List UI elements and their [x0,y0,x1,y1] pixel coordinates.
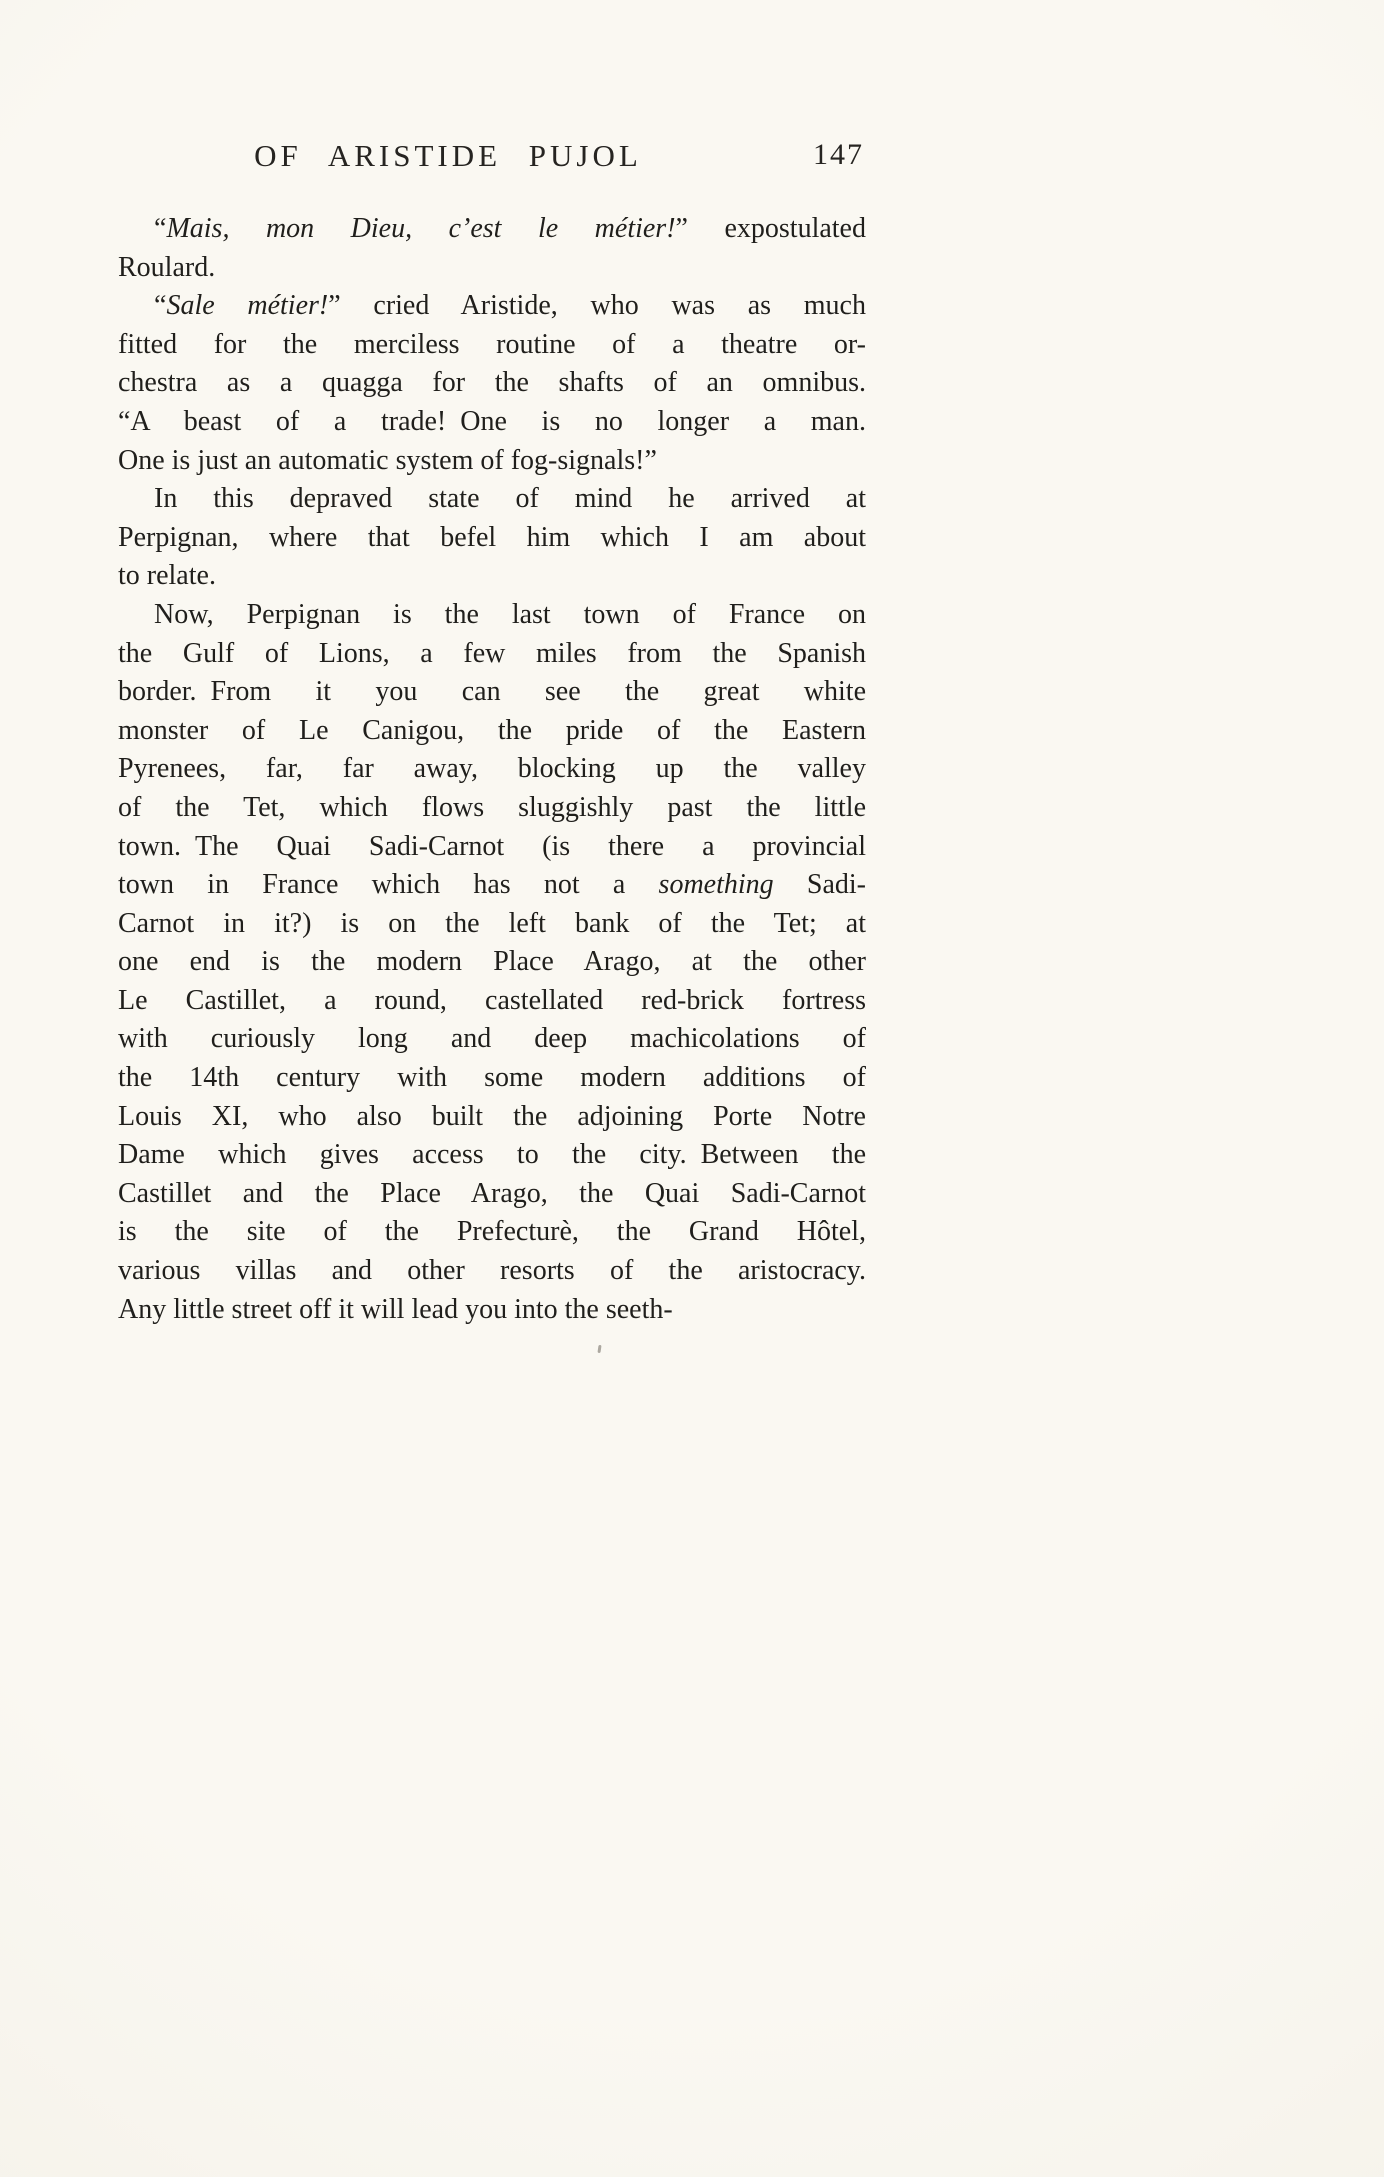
running-title: OF ARISTIDE PUJOL [254,138,642,173]
text-run: is the site of the Prefecturè, the Grand Hôtel, [118,1216,866,1248]
scan-artifact-mark [597,1345,601,1353]
text-line [118,905,866,944]
text-line [118,480,866,519]
text-line [118,673,866,712]
text-run: Carnot in it?) is on the left bank of the Tet; at [118,907,866,939]
text-run: monster of Le Canigou, the pride of the Eastern [118,714,866,746]
text-line [118,442,866,481]
text-line [118,635,866,674]
text-line [118,364,866,403]
text-line [118,1136,866,1175]
text-line [118,1213,866,1252]
text-line [118,249,866,288]
text-line [118,1098,866,1137]
text-run: of the Tet, which flows sluggishly past the little [118,791,866,823]
text-run: “ [154,213,167,244]
text-run: Dame which gives access to the city. Between the [118,1139,866,1171]
text-line [118,943,866,982]
text-line [118,789,866,828]
text-run: town in France which has not a [118,869,659,901]
text-run: border. From it you can see the great white [118,676,866,708]
text-run: chestra as a quagga for the shafts of an omnibus. [118,367,866,399]
text-line [118,403,866,442]
text-run: In this depraved state of mind he arrived at [154,483,866,515]
text-run: Sadi- [773,869,866,901]
italic-text-run: something [658,869,774,901]
text-line [118,866,866,905]
text-run: Pyrenees, far, far away, blocking up the valley [118,753,866,785]
running-header [118,138,866,182]
italic-text-run: Sale métier! [166,290,329,322]
text-run: Louis XI, who also built the adjoining Porte Notre [118,1100,866,1132]
text-run: “ [154,290,167,322]
text-line [118,982,866,1021]
text-run: One is just an automatic system of fog-signals!” [118,444,657,476]
text-run: “A beast of a trade! One is no longer a man. [118,405,866,437]
text-line [118,1252,866,1291]
text-block [118,210,866,1329]
text-line [118,750,866,789]
text-line [118,596,866,635]
text-line [118,210,866,249]
page-number: 147 [813,138,864,171]
text-run: Any little street off it will lead you into the seeth- [118,1293,673,1325]
text-line [118,712,866,751]
text-run: town. The Quai Sadi-Carnot (is there a provincial [118,830,866,862]
text-line [118,519,866,558]
text-run: with curiously long and deep machicolations of [118,1023,866,1055]
text-line [118,326,866,365]
text-run: various villas and other resorts of the aristocracy. [118,1255,866,1287]
text-run: Le Castillet, a round, castellated red-brick fortress [118,984,866,1016]
text-run: Castillet and the Place Arago, the Quai Sadi-Carnot [118,1177,866,1209]
text-line [118,557,866,596]
text-line [118,1020,866,1059]
text-run: the Gulf of Lions, a few miles from the Spanish [118,637,866,669]
text-line [118,1291,866,1330]
text-line [118,1175,866,1214]
text-run: the 14th century with some modern additions of [118,1062,866,1094]
text-run: Roulard. [118,251,216,283]
text-line [118,828,866,867]
text-run: fitted for the merciless routine of a theatre or- [118,328,866,360]
italic-text-run: Mais, mon Dieu, c’est le métier! [166,213,676,244]
text-line [118,287,866,326]
book-page [118,138,866,1329]
text-line [118,1059,866,1098]
text-run: Now, Perpignan is the last town of France on [154,598,866,630]
text-run: to relate. [118,560,216,592]
text-run: ” expostulated [675,213,866,244]
text-run: one end is the modern Place Arago, at the other [118,946,866,978]
text-run: ” cried Aristide, who was as much [328,290,866,322]
text-run: Perpignan, where that befel him which I am about [118,521,866,553]
